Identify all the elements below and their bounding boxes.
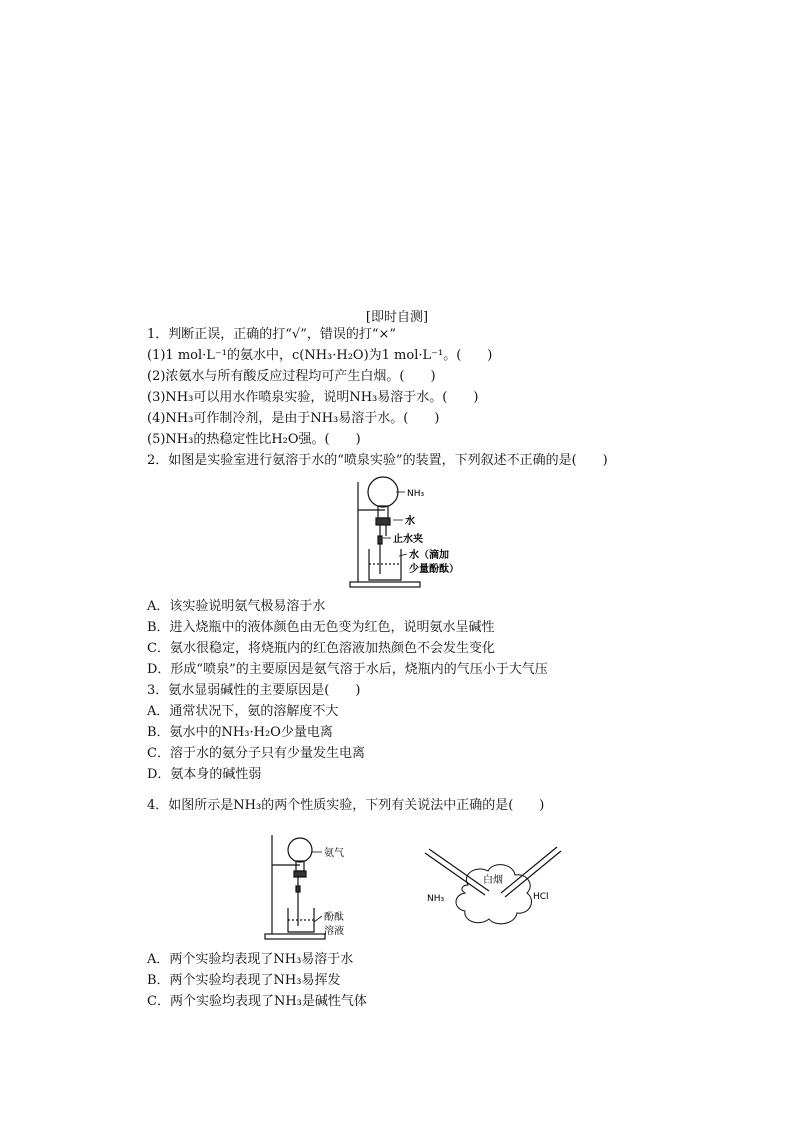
q3-option-d: D．氨本身的碱性弱 bbox=[147, 767, 262, 782]
label-beaker-2: 少量酚酞） bbox=[409, 564, 459, 575]
label-nh3-rod: NH₃ bbox=[427, 894, 445, 904]
q1-item-1: (1)1 mol·L⁻¹的氨水中，c(NH₃·H₂O)为1 mol·L⁻¹。( ) bbox=[147, 348, 493, 363]
label-beaker-1: 水（滴加 bbox=[409, 550, 449, 561]
q3-option-a: A．通常状况下，氨的溶解度不大 bbox=[147, 704, 339, 719]
q1-item-4: (4)NH₃可作制冷剂，是由于NH₃易溶于水。( ) bbox=[147, 411, 440, 426]
label-ammonia: 氨气 bbox=[324, 848, 344, 859]
left-rod bbox=[425, 853, 485, 895]
label-phenol-2: 溶液 bbox=[324, 926, 344, 937]
q2-option-c: C．氨水很稳定，将烧瓶内的红色溶液加热颜色不会发生变化 bbox=[147, 641, 495, 656]
flask-neck bbox=[378, 506, 388, 518]
q1-item-2: (2)浓氨水与所有酸反应过程均可产生白烟。( ) bbox=[147, 369, 436, 384]
q2-option-d: D．形成“喷泉”的主要原因是氨气溶于水后，烧瓶内的气压小于大气压 bbox=[147, 662, 548, 677]
q1-item-5: (5)NH₃的热稳定性比H₂O强。( ) bbox=[147, 432, 361, 447]
label-water: 水 bbox=[405, 516, 415, 527]
smoke-cloud bbox=[456, 865, 532, 924]
q4-option-b: B．两个实验均表现了NH₃易挥发 bbox=[147, 973, 341, 988]
label-phenol-1: 酚酞 bbox=[324, 912, 344, 923]
q4-option-a: A．两个实验均表现了NH₃易溶于水 bbox=[147, 952, 354, 967]
flask bbox=[368, 477, 398, 507]
q4-option-c: C．两个实验均表现了NH₃是碱性气体 bbox=[147, 994, 367, 1009]
q2-stem: 2．如图是实验室进行氨溶于水的“喷泉实验”的装置，下列叙述不正确的是( ) bbox=[147, 453, 608, 468]
clip bbox=[378, 536, 382, 544]
q3-stem: 3．氨水显弱碱性的主要原因是( ) bbox=[147, 683, 361, 698]
label-smoke: 白烟 bbox=[483, 875, 503, 886]
q2-option-a: A．该实验说明氨气极易溶于水 bbox=[147, 599, 326, 614]
label-clip: 止水夹 bbox=[393, 534, 423, 545]
q4-fountain-figure bbox=[262, 830, 362, 942]
label-hcl-rod: HCl bbox=[533, 892, 549, 902]
q1-item-3: (3)NH₃可以用水作喷泉实验，说明NH₃易溶于水。( ) bbox=[147, 390, 479, 405]
q3-option-b: B．氨水中的NH₃·H₂O少量电离 bbox=[147, 725, 333, 740]
section-title: [即时自测] bbox=[365, 310, 429, 325]
q1-stem: 1．判断正误，正确的打“√”，错误的打“×” bbox=[147, 327, 397, 342]
q3-option-c: C．溶于水的氨分子只有少量发生电离 bbox=[147, 746, 365, 761]
q4-stem: 4．如图所示是NH₃的两个性质实验，下列有关说法中正确的是( ) bbox=[147, 798, 545, 813]
q2-option-b: B．进入烧瓶中的液体颜色由无色变为红色，说明氨水呈碱性 bbox=[147, 620, 495, 635]
q2-fountain-figure bbox=[345, 474, 475, 590]
right-rod bbox=[501, 847, 557, 893]
label-nh3: NH₃ bbox=[407, 489, 425, 499]
stand-base bbox=[350, 582, 420, 587]
stopper bbox=[376, 518, 390, 525]
q4-smoke-figure bbox=[423, 843, 563, 943]
